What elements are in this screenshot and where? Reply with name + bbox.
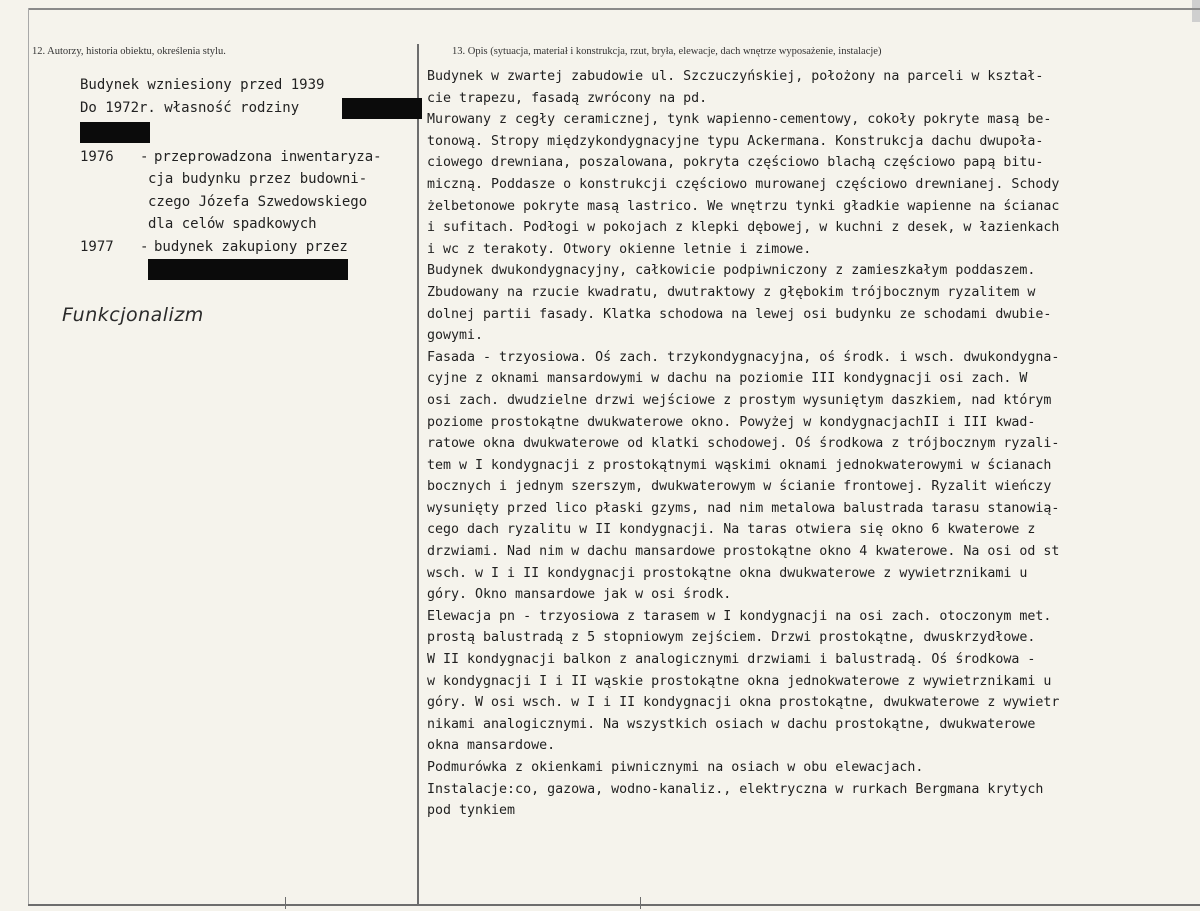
column-divider	[417, 44, 419, 904]
description-line: poziome prostokątne dwukwaterowe okno. Powyżej w kondygnacjachII i III kwad-	[427, 414, 1036, 430]
bottom-rule	[28, 904, 1200, 906]
description-line: Elewacja pn - trzyosiowa z tarasem w I kondygnacji na osi zach. otoczonym met.	[427, 608, 1052, 624]
bottom-tick	[285, 897, 286, 909]
built-line: Budynek wzniesiony przed 1939	[80, 77, 325, 93]
entry-year: 1977	[80, 238, 114, 255]
entry-line: dla celów spadkowych	[148, 216, 317, 232]
description-line: wsch. w I i II kondygnacji prostokątne okna dwukwaterowe z wywietrznikami u	[427, 565, 1028, 581]
description-line: cie trapezu, fasadą zwrócony na pd.	[427, 90, 708, 106]
description-line: prostą balustradą z 5 stopniowym zejściem. Drzwi prostokątne, dwuskrzydłowe.	[427, 630, 1036, 646]
description-line: wysunięty przed lico płaski gzyms, nad nim metalowa balustrada tarasu stanowią-	[427, 500, 1060, 516]
entry-line: budynek zakupiony przez	[154, 238, 348, 255]
description-section	[427, 66, 1197, 822]
description-line: nikami analogicznymi. Na wszystkich osiach w dachu prostokątne, dwukwaterowe	[427, 716, 1036, 732]
redacted-name	[80, 122, 150, 143]
description-line: ciowego drewniana, poszalowana, pokryta częściowo blachą częściowo papą bitu-	[427, 155, 1044, 171]
description-line: tem w I kondygnacji z prostokątnymi wąskimi oknami jednokwaterowymi w ścianach	[427, 457, 1052, 473]
description-line: Zbudowany na rzucie kwadratu, dwutraktowy z głębokim trójbocznym ryzalitem w	[427, 284, 1036, 300]
description-line: osi zach. dwudzielne drzwi wejściowe z prostym wysuniętym daszkiem, nad którym	[427, 392, 1052, 408]
description-line: dolnej partii fasady. Klatka schodowa na lewej osi budynku ze schodami dwubie-	[427, 306, 1052, 322]
entry-1976	[80, 146, 410, 169]
description-line: góry. Okno mansardowe jak w osi środk.	[427, 587, 732, 603]
entry-year: 1976	[80, 148, 114, 165]
ownership-text: Do 1972r. własność rodziny	[80, 99, 300, 116]
description-line: i wc z terakoty. Otwory okienne letnie i zimowe.	[427, 241, 812, 257]
entry-line: cja budynku przez budowni-	[148, 171, 368, 187]
description-line: W II kondygnacji balkon z analogicznymi drzwiami i balustradą. Oś środkowa -	[427, 652, 1036, 668]
description-line: Budynek w zwartej zabudowie ul. Szczuczyńskiej, położony na parceli w kształ-	[427, 69, 1044, 84]
description-line: góry. W osi wsch. w I i II kondygnacji okna prostokątne, dwukwaterowe z wywietr	[427, 695, 1060, 711]
bottom-tick	[640, 897, 641, 909]
left-margin-rule	[28, 8, 29, 906]
entry-1977	[80, 236, 410, 259]
redacted-name	[342, 98, 422, 119]
entry-dash: -	[140, 238, 149, 255]
style-annotation: Funkcjonalizm	[62, 304, 204, 326]
description-line: i sufitach. Podłogi w pokojach z klepki dębowej, w kuchni z desek, w łazienkach	[427, 220, 1060, 236]
scan-corner	[1192, 0, 1200, 22]
ownership-line	[80, 97, 410, 120]
entry-dash: -	[140, 148, 149, 165]
entry-line: przeprowadzona inwentaryza-	[154, 148, 382, 165]
description-line: bocznych i jednym szerszym, dwukwaterowym w ścianie frontowej. Ryzalit wieńczy	[427, 479, 1052, 495]
description-line: okna mansardowe.	[427, 738, 556, 754]
description-line: gowymi.	[427, 328, 484, 344]
entry-line: czego Józefa Szwedowskiego	[148, 193, 368, 210]
description-line: Budynek dwukondygnacyjny, całkowicie podpiwniczony z zamieszkałym poddaszem.	[427, 263, 1036, 279]
description-line: cego dach ryzalitu w II kondygnacji. Na taras otwiera się okno 6 kwaterowe z	[427, 522, 1036, 538]
description-line: w kondygnacji I i II wąskie prostokątne okna jednokwaterowe z wywietrznikami u	[427, 673, 1052, 689]
redacted-name	[148, 259, 348, 280]
description-line: miczną. Poddasze o konstrukcji częściowo murowanej częściowo drewnianej. Schody	[427, 176, 1060, 192]
description-line: Podmurówka z okienkami piwnicznymi na osiach w obu elewacjach.	[427, 760, 924, 775]
description-line: żelbetonowe pokryte masą lastrico. We wnętrzu tynki gładkie wapienne na ścianac	[427, 198, 1060, 214]
description-line: cyjne z oknami mansardowymi w dachu na poziomie III kondygnacji osi zach. W	[427, 371, 1028, 387]
description-line: pod tynkiem	[427, 803, 516, 819]
description-line: drzwiami. Nad nim w dachu mansardowe prostokątne okno 4 kwaterowe. Na osi od st	[427, 544, 1060, 560]
top-rule	[28, 8, 1200, 10]
redacted-row	[80, 119, 410, 146]
description-line: tonową. Stropy międzykondygnacyjne typu Ackermana. Konstrukcja dachu dwupoła-	[427, 133, 1044, 149]
description-line: ratowe okna dwukwaterowe od klatki schodowej. Oś środkowa z trójbocznym ryzali-	[427, 436, 1060, 452]
history-section	[80, 74, 410, 283]
description-line: Instalacje:co, gazowa, wodno-kanaliz., elektryczna w rurkach Bergmana krytych	[427, 781, 1044, 797]
redacted-row	[80, 258, 410, 283]
description-line: Murowany z cegły ceramicznej, tynk wapienno-cementowy, cokoły pokryte masą be-	[427, 112, 1052, 128]
right-section-header: 13. Opis (sytuacja, materiał i konstrukcja, rzut, bryła, elewacje, dach wnętrze wyposażenie, instalacje)	[452, 46, 882, 57]
left-section-header: 12. Autorzy, historia obiektu, określenia stylu.	[32, 46, 226, 57]
description-line: Fasada - trzyosiowa. Oś zach. trzykondygnacyjna, oś środk. i wsch. dwukondygna-	[427, 349, 1060, 365]
